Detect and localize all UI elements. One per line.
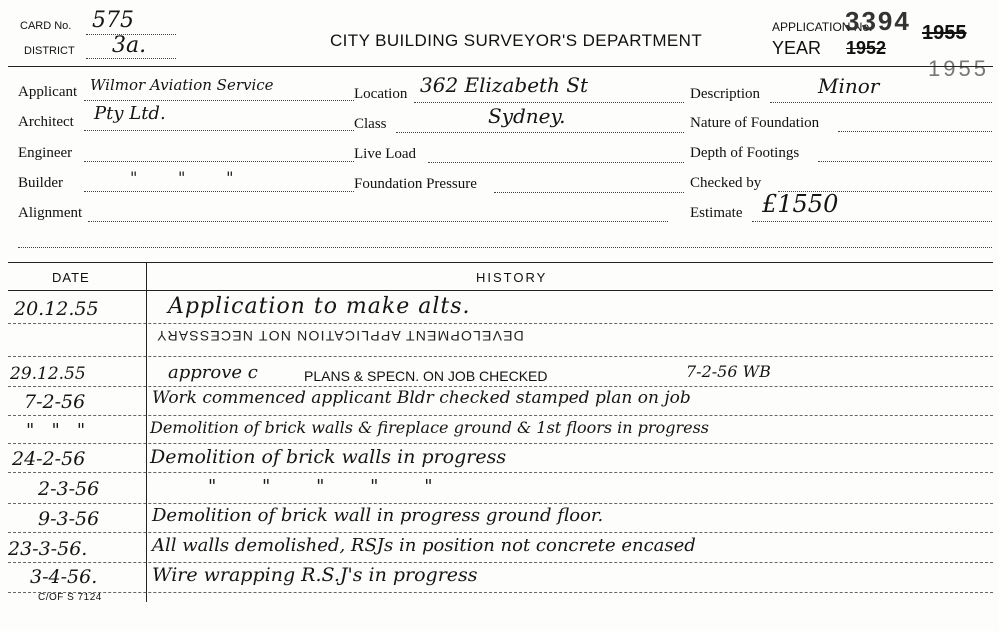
history-row-date: " " "	[26, 420, 86, 441]
estimate-value: £1550	[762, 190, 839, 218]
description-line	[770, 102, 992, 103]
history-row-date: 20.12.55	[14, 298, 99, 320]
card-no-label: CARD No.	[20, 20, 72, 32]
live-load-label: Live Load	[354, 146, 417, 162]
row-rule	[8, 443, 993, 444]
card-no-value: 575	[92, 8, 134, 33]
date-column-divider	[146, 262, 147, 602]
history-row-date: 9-3-56	[38, 508, 100, 530]
location-value: 362 Elizabeth St	[420, 73, 589, 97]
engineer-line	[84, 161, 354, 162]
district-label: DISTRICT	[24, 45, 75, 57]
builder-line	[84, 191, 354, 192]
row-rule	[8, 472, 993, 473]
district-line	[86, 58, 176, 59]
history-row-date: 24-2-56	[12, 448, 86, 470]
applicant-line	[84, 100, 354, 101]
history-row-text: " " " " "	[208, 476, 433, 497]
date-header: DATE	[52, 270, 90, 285]
year-struck-1: 1952	[846, 38, 887, 58]
class-label: Class	[354, 116, 387, 132]
plans-stamp: PLANS & SPECN. ON JOB CHECKED	[304, 368, 548, 384]
history-row-text: Application to make alts.	[168, 294, 471, 319]
history-row-date: 3-4-56.	[30, 566, 98, 588]
row-rule	[8, 415, 993, 416]
architect-label: Architect	[18, 114, 74, 130]
class-line	[396, 132, 684, 133]
nature-line	[838, 131, 992, 132]
district-value: 3a.	[112, 33, 147, 58]
history-row-text: Demolition of brick walls & fireplace ground & 1st floors in progress	[150, 418, 709, 437]
row-rule	[8, 356, 993, 357]
depth-label: Depth of Footings	[690, 145, 800, 161]
history-header-divider	[8, 290, 993, 291]
history-row-date: 23-3-56.	[8, 538, 88, 560]
history-top-border	[8, 262, 993, 263]
history-row-note: 7-2-56 WB	[686, 362, 771, 381]
row-rule	[8, 386, 993, 387]
development-stamp	[156, 328, 524, 344]
estimate-label: Estimate	[690, 205, 743, 221]
blank-line	[18, 247, 992, 248]
row-rule	[8, 562, 993, 563]
engineer-label: Engineer	[18, 145, 73, 161]
history-row-date: 7-2-56	[24, 391, 86, 413]
history-row-text: Wire wrapping R.S.J's in progress	[152, 564, 478, 586]
description-value: Minor	[818, 74, 880, 98]
row-rule	[8, 503, 993, 504]
header-divider	[8, 66, 993, 67]
nature-label: Nature of Foundation	[690, 115, 820, 131]
development-stamp-text: DEVELOPMENT APPLICATION NOT NECESSARY	[156, 328, 524, 344]
application-label: APPLICATION No.	[772, 20, 873, 34]
class-value: Sydney.	[488, 104, 566, 128]
history-row-text: Demolition of brick wall in progress ground floor.	[152, 505, 604, 526]
alignment-label: Alignment	[18, 205, 83, 221]
history-row-text: approve c	[168, 362, 258, 383]
architect-line	[84, 130, 354, 131]
year-struck-2: 1955	[922, 22, 967, 44]
location-label: Location	[354, 86, 408, 102]
row-rule	[8, 592, 993, 593]
estimate-line	[752, 221, 992, 222]
alignment-line	[88, 221, 668, 222]
builder-value: " " "	[130, 168, 234, 187]
builder-label: Builder	[18, 175, 63, 191]
form-code: C/OF S 7124	[38, 592, 102, 603]
architect-value: Pty Ltd.	[94, 103, 166, 124]
year-label: YEAR	[772, 38, 822, 58]
history-row-date: 29.12.55	[10, 364, 86, 384]
description-label: Description	[690, 86, 760, 102]
history-row-text: All walls demolished, RSJs in position not concrete encased	[152, 535, 696, 556]
row-rule	[8, 323, 993, 324]
depth-line	[818, 161, 992, 162]
foundation-pressure-label: Foundation Pressure	[354, 176, 477, 192]
checked-label: Checked by	[690, 175, 762, 191]
applicant-value: Wilmor Aviation Service	[90, 76, 274, 94]
history-row-text: Work commenced applicant Bldr checked stamped plan on job	[152, 388, 691, 408]
location-line	[414, 102, 684, 103]
history-row-date: 2-3-56	[38, 478, 100, 500]
row-rule	[8, 532, 993, 533]
department-title: CITY BUILDING SURVEYOR'S DEPARTMENT	[330, 31, 703, 50]
applicant-label: Applicant	[18, 84, 78, 100]
foundation-pressure-line	[494, 192, 684, 193]
history-row-text: Demolition of brick walls in progress	[150, 446, 507, 468]
live-load-line	[428, 162, 684, 163]
history-header: HISTORY	[476, 270, 548, 285]
year-stamp: 1955	[928, 56, 989, 81]
application-value: 3394	[845, 6, 911, 36]
